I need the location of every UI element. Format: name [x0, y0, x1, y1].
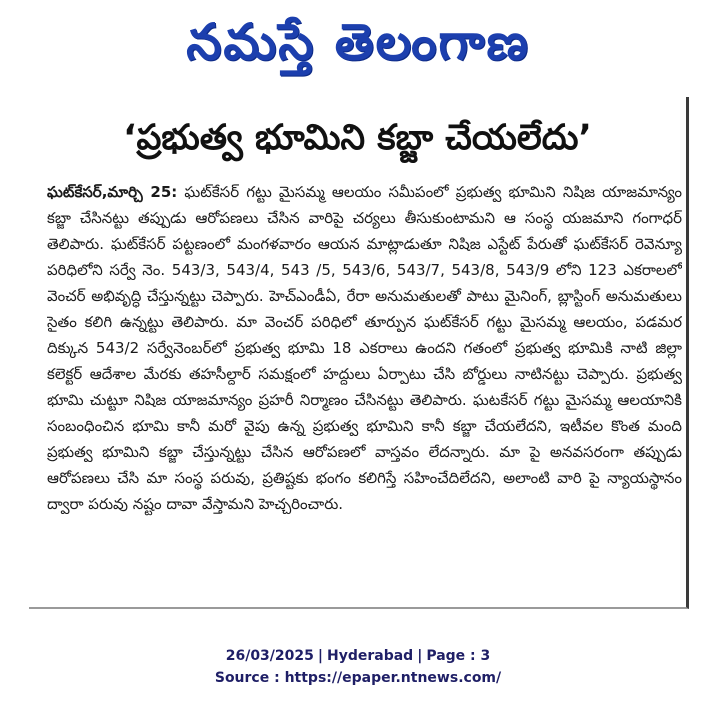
- footer-page: Page : 3: [426, 648, 491, 664]
- clipping-edge-marks: [239, 97, 499, 105]
- footer-separator: |: [317, 648, 323, 664]
- footer-date: 26/03/2025: [225, 648, 314, 664]
- footer-city: Hyderabad: [327, 648, 414, 664]
- article-clipping: [29, 97, 689, 609]
- article-dateline: ఘట్‌కేసర్,మార్చి 25:: [47, 183, 178, 201]
- article-body-text: ఘట్‌కేసర్ గట్టు మైసమ్మ ఆలయం సమీపంలో ప్రభుత్వ భూమిని నిషిజ యాజమాన్యం కబ్జా చేసినట్టు తప్పుడు ఆరోపణలు చేసిన వారిపై చర్యలు తీసుకుంటామని ఆ సంస్థ యజమాని గంగాధర్ తెలిపారు. ఘట్‌కేసర్ పట్టణంలో మంగళవారం ఆయన మాట్లాడుతూ నిషిజ ఎస్టేట్ పేరుతో ఘట్‌కేసర్ రెవెన్యూ పరిధిలోని సర్వే నెం. 543/3, 543/4, 543 /5, 543/6, 543/7, 543/8, 543/9 లోని 123 ఎకరాలలో వెంచర్ అభివృద్ధి చేస్తున్నట్టు చెప్పారు. హెచ్‌ఎండీఏ, రేరా అనుమతులతో పాటు మైనింగ్, బ్లాస్టింగ్ అనుమతులు సైతం కలిగి ఉన్నట్టు తెలిపారు. మా వెంచర్ పరిధిలో తూర్పున ఘట్‌కేసర్ గట్టు మైసమ్మ ఆలయం, పడమర దిక్కున 543/2 సర్వేనెంబర్‌లో ప్రభుత్వ భూమి 18 ఎకరాలు ఉందని గతంలో ప్రభుత్వ భూమికి నాటి జిల్లా కలెక్టర్ ఆదేశాల మేరకు తహసీల్దార్ సమక్షంలో హద్దులు ఏర్పాటు చేసి బోర్డులు నాటినట్టు చెప్పారు. ప్రభుత్వ భూమి చుట్టూ నిషిజ యాజమాన్యం ప్రహరీ నిర్మాణం చేసినట్టు తెలిపారు. ఘటకేసర్ గట్టు మైసమ్మ ఆలయానికి సంబంధించిన భూమి కానీ మరో వైపు ఉన్న ప్రభుత్వ భూమిని కానీ కబ్జా చేయలేదని, ఇటీవల కొంత మంది ప్రభుత్వ భూమిని కబ్జా చేస్తున్నట్టు చేసిన ఆరోపణలో వాస్తవం లేదన్నారు. మా పై అనవసరంగా తప్పుడు ఆరోపణలు చేసి మా సంస్థ పరువు, ప్రతిష్టకు భంగం కలిగిస్తే సహించేదిలేదని, అలాంటి వారి పై న్యాయస్థానం ద్వారా పరువు నష్టం దావా వేస్తామని హెచ్చరించారు.: [47, 183, 682, 513]
- footer-separator: |: [417, 648, 423, 664]
- footer-info: [0, 648, 716, 664]
- newspaper-masthead: నమస్తే తెలంగాణ: [186, 13, 530, 71]
- article-headline: ‘ప్రభుత్వ భూమిని కబ్జా చేయలేదు’: [123, 118, 592, 158]
- footer-source[interactable]: Source : https://epaper.ntnews.com/: [214, 670, 502, 686]
- article-body: [47, 179, 682, 609]
